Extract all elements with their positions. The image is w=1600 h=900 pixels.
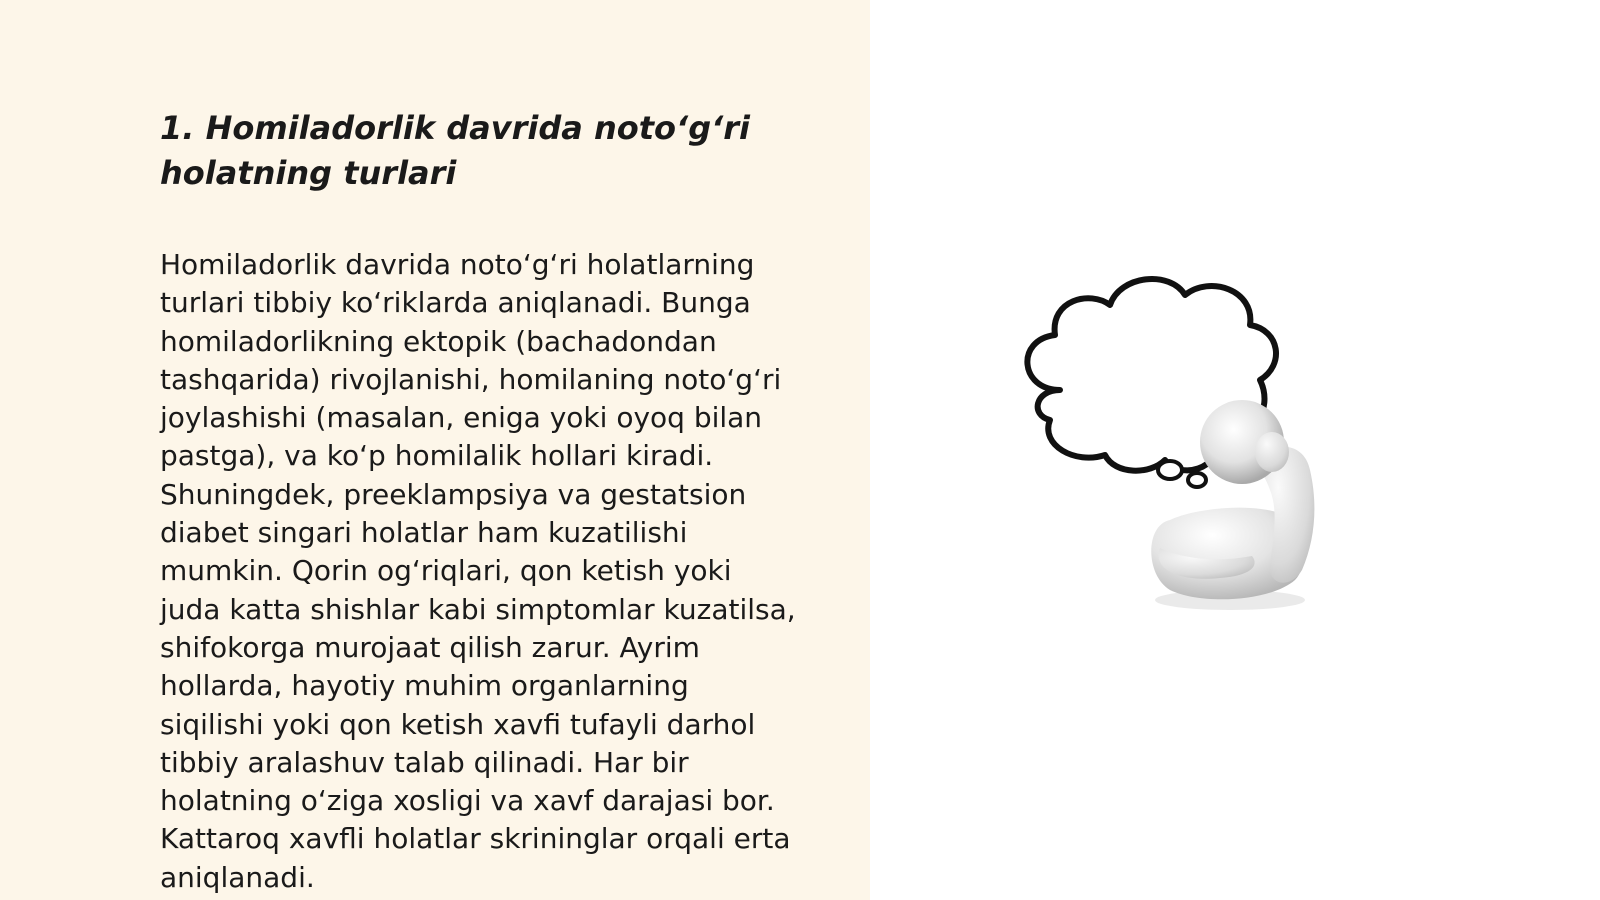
slide-heading: 1. Homiladorlik davrida noto‘g‘ri holatning turlari	[160, 109, 750, 192]
thinking-person-icon	[1020, 270, 1360, 620]
thought-bubble-small-1	[1158, 461, 1182, 479]
slide-body-text: Homiladorlik davrida noto‘g‘ri holatlarning turlari tibbiy ko‘riklarda aniqlanadi. Bunga homiladorlikning ektopik (bachadondan tashqarida) rivojlanishi, homilaning noto‘g‘ri joylashishi (masalan, eniga yoki oyoq bilan pastga), va ko‘p homilalik hollari kiradi. Shuningdek, preeklampsiya va gestatsion diabet singari holatlar ham kuzatilishi mumkin. Qorin og‘riqlari, qon ketish yoki juda katta shishlar kabi simptomlar kuzatilsa, shifokorga murojaat qilish zarur. Ayrim hollarda, hayotiy muhim organlarning siqilishi yoki qon ketish xavfi tufayli darhol tibbiy aralashuv talab qilinadi. Har bir holatning o‘ziga xosligi va xavf darajasi bor. Kattaroq xavfli holatlar skrininglar orqali erta aniqlanadi.	[160, 248, 796, 894]
figure-hand	[1255, 432, 1289, 472]
thinking-person-illustration	[1020, 270, 1360, 620]
thought-bubble-small-2	[1188, 473, 1206, 487]
